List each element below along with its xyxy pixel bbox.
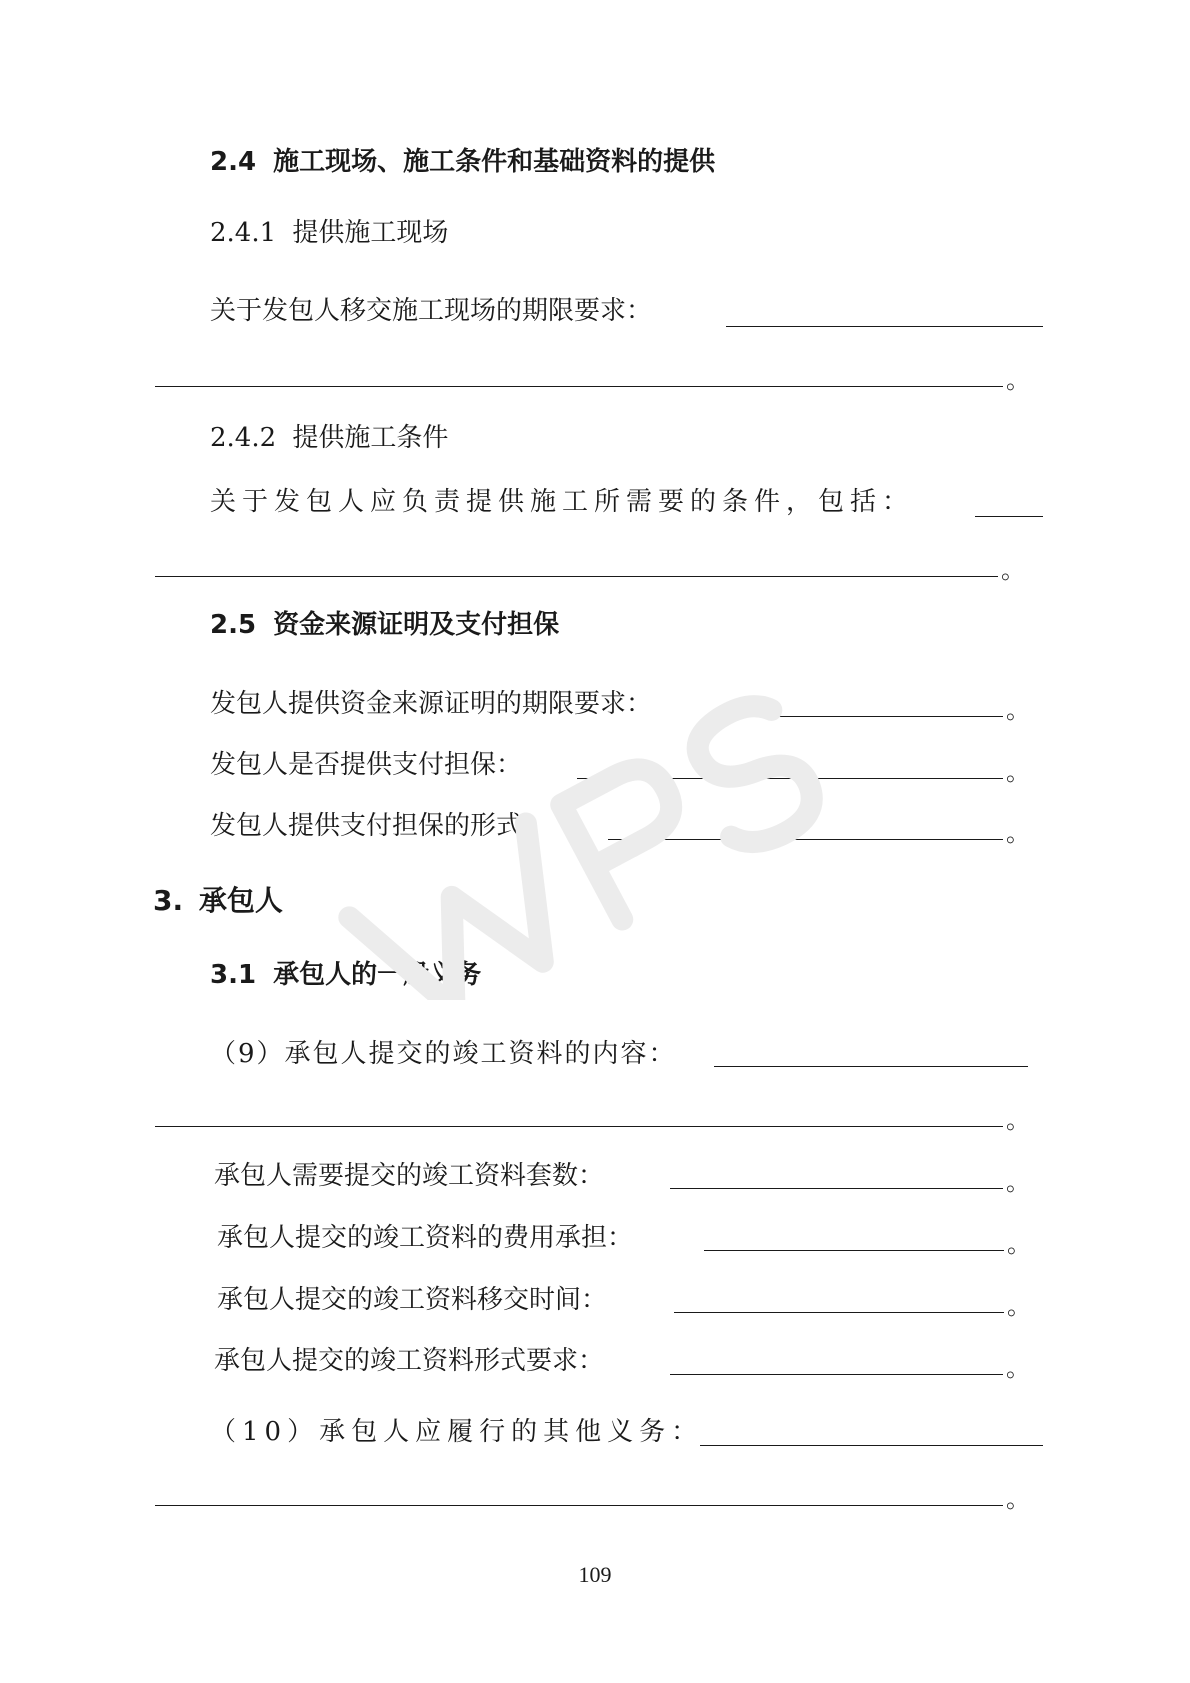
period-mark: 。 <box>1006 819 1030 847</box>
blank-conditions[interactable] <box>975 516 1043 517</box>
blank-item-9-cont[interactable] <box>155 1126 1003 1127</box>
heading-2-4 <box>210 145 715 179</box>
period-mark: 。 <box>1007 1230 1031 1258</box>
heading-2-4-1 <box>210 216 448 250</box>
field-label-item-9: （9）承包人提交的竣工资料的内容： <box>210 1039 677 1069</box>
page-number: 109 <box>578 1562 612 1587</box>
field-label-sets: 承包人需要提交的竣工资料套数： <box>214 1161 605 1191</box>
heading-title: 资金来源证明及支付担保 <box>273 610 560 640</box>
blank-item-9[interactable] <box>714 1066 1028 1067</box>
blank-site-handover[interactable] <box>726 326 1043 327</box>
blank-item-10-cont[interactable] <box>155 1505 1003 1506</box>
period-mark: 。 <box>1001 556 1025 584</box>
field-label-guarantee-form: 发包人提供支付担保的形式： <box>210 811 549 841</box>
field-label-time: 承包人提交的竣工资料移交时间： <box>217 1285 608 1315</box>
blank-form[interactable] <box>670 1374 1003 1375</box>
heading-number: 3. <box>153 884 184 917</box>
blank-site-handover-cont[interactable] <box>155 386 1003 387</box>
heading-title: 提供施工现场 <box>292 218 449 248</box>
blank-funding-proof[interactable] <box>730 716 1003 717</box>
heading-2-4-2 <box>210 421 448 455</box>
heading-title: 承包人 <box>198 884 283 917</box>
heading-3-1 <box>210 958 481 992</box>
period-mark: 。 <box>1006 1485 1030 1513</box>
heading-title: 提供施工条件 <box>292 423 449 453</box>
heading-number: 2.5 <box>210 610 257 640</box>
heading-3 <box>153 884 283 918</box>
watermark-letter-s <box>679 695 825 857</box>
heading-number: 2.4 <box>210 147 257 177</box>
period-mark: 。 <box>1006 1354 1030 1382</box>
blank-time[interactable] <box>674 1312 1004 1313</box>
period-mark: 。 <box>1007 1292 1031 1320</box>
field-label-site-handover: 关于发包人移交施工现场的期限要求： <box>210 296 653 326</box>
period-mark: 。 <box>1006 758 1030 786</box>
blank-sets[interactable] <box>670 1188 1003 1189</box>
period-mark: 。 <box>1006 696 1030 724</box>
period-mark: 。 <box>1006 1168 1030 1196</box>
heading-number: 3.1 <box>210 960 257 990</box>
period-mark: 。 <box>1006 1106 1030 1134</box>
blank-payment-guarantee[interactable] <box>577 778 1003 779</box>
field-label-item-10: （10）承包人应履行的其他义务： <box>210 1417 704 1447</box>
field-label-cost: 承包人提交的竣工资料的费用承担： <box>217 1223 634 1253</box>
field-label-form: 承包人提交的竣工资料形式要求： <box>214 1346 605 1376</box>
period-mark: 。 <box>1006 366 1030 394</box>
heading-title: 承包人的一般义务 <box>273 960 482 990</box>
blank-guarantee-form[interactable] <box>608 839 1003 840</box>
blank-cost[interactable] <box>704 1250 1004 1251</box>
field-label-funding-proof: 发包人提供资金来源证明的期限要求： <box>210 689 653 719</box>
heading-number: 2.4.2 <box>210 423 277 453</box>
field-label-conditions: 关于发包人应负责提供施工所需要的条件，包括： <box>210 487 915 517</box>
blank-item-10[interactable] <box>700 1445 1043 1446</box>
field-label-payment-guarantee: 发包人是否提供支付担保： <box>210 750 523 780</box>
heading-title: 施工现场、施工条件和基础资料的提供 <box>273 147 716 177</box>
heading-2-5 <box>210 608 559 642</box>
heading-number: 2.4.1 <box>210 218 277 248</box>
blank-conditions-cont[interactable] <box>155 576 998 577</box>
